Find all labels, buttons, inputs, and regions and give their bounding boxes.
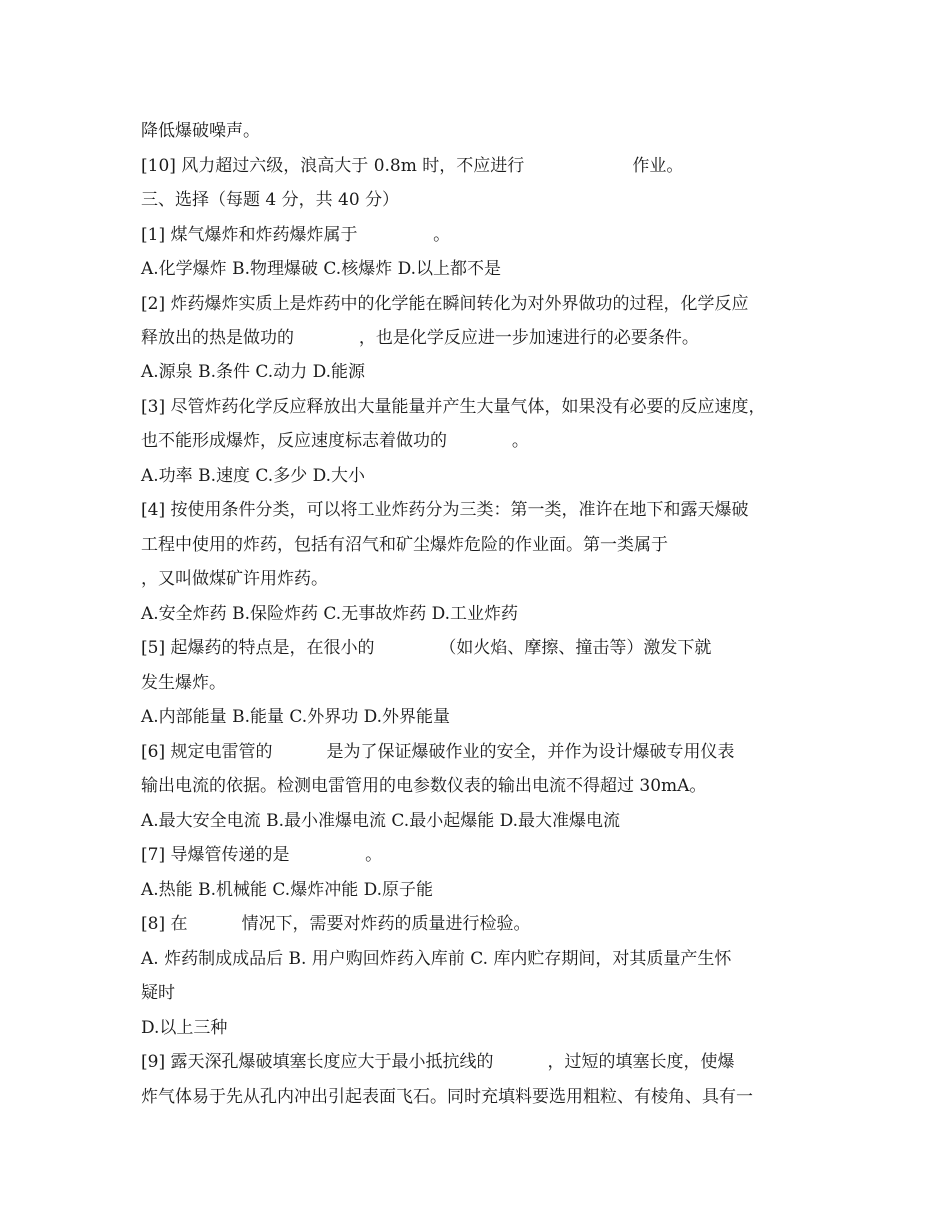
answer-options: 疑时 <box>141 983 175 1003</box>
question-text: 炸气体易于先从孔内冲出引起表面飞石。同时充填料要选用粗粒、有棱角、具有一 <box>141 1087 753 1107</box>
question-text: [8] 在 情况下，需要对炸药的质量进行检验。 <box>141 914 531 934</box>
section-heading: 三、选择（每题 4 分，共 40 分） <box>141 190 400 210</box>
question-text: [2] 炸药爆炸实质上是炸药中的化学能在瞬间转化为对外界做功的过程，化学反应 <box>141 294 749 314</box>
text-line: 降低爆破噪声。 <box>141 121 260 141</box>
answer-options: A.源泉 B.条件 C.动力 D.能源 <box>141 362 366 382</box>
answer-options: A.安全炸药 B.保险炸药 C.无事故炸药 D.工业炸药 <box>141 604 519 624</box>
question-text: 发生爆炸。 <box>141 673 226 693</box>
question-text: [7] 导爆管传递的是 。 <box>141 845 383 865</box>
question-text: 释放出的热是做功的 ，也是化学反应进一步加速进行的必要条件。 <box>141 328 699 348</box>
question-text: [6] 规定电雷管的 是为了保证爆破作业的安全，并作为设计爆破专用仪表 <box>141 742 735 762</box>
answer-options: A.化学爆炸 B.物理爆破 C.核爆炸 D.以上都不是 <box>141 259 502 279</box>
question-text: 也不能形成爆炸，反应速度标志着做功的 。 <box>141 431 529 451</box>
question-text: [4] 按使用条件分类，可以将工业炸药分为三类：第一类，准许在地下和露天爆破 <box>141 500 749 520</box>
answer-options: A.热能 B.机械能 C.爆炸冲能 D.原子能 <box>141 880 434 900</box>
answer-options: D.以上三种 <box>141 1018 228 1038</box>
question-text: 工程中使用的炸药，包括有沼气和矿尘爆炸危险的作业面。第一类属于 <box>141 535 668 555</box>
question-text: [3] 尽管炸药化学反应释放出大量能量并产生大量气体，如果没有必要的反应速度， <box>141 397 766 417</box>
question-text: 输出电流的依据。检测电雷管用的电参数仪表的输出电流不得超过 30mA。 <box>141 776 707 796</box>
question-text: ，又叫做煤矿许用炸药。 <box>141 569 328 589</box>
answer-options: A.最大安全电流 B.最小准爆电流 C.最小起爆能 D.最大准爆电流 <box>141 811 621 831</box>
text-line: [10] 风力超过六级，浪高大于 0.8m 时，不应进行 作业。 <box>141 156 684 176</box>
answer-options: A.功率 B.速度 C.多少 D.大小 <box>141 466 366 486</box>
question-text: [5] 起爆药的特点是，在很小的 （如火焰、摩擦、撞击等）激发下就 <box>141 638 712 658</box>
answer-options: A.内部能量 B.能量 C.外界功 D.外界能量 <box>141 707 451 727</box>
question-text: [9] 露天深孔爆破填塞长度应大于最小抵抗线的 ，过短的填塞长度，使爆 <box>141 1052 735 1072</box>
question-text: [1] 煤气爆炸和炸药爆炸属于 。 <box>141 225 451 245</box>
answer-options: A. 炸药制成成品后 B. 用户购回炸药入库前 C. 库内贮存期间，对其质量产生怀 <box>141 949 732 969</box>
